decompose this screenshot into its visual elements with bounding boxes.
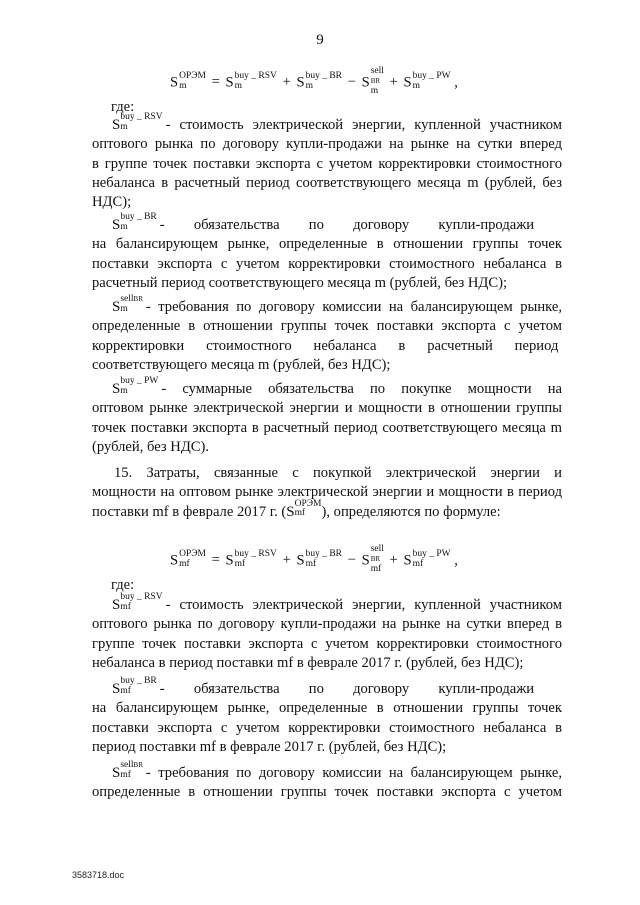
item-15-paragraph: 15. Затраты, связанные с покупкой электрической энергии и мощности на оптовом рынке электрической энергии и мощности в период поставки mf в феврале 2017 г. ( S ОРЭМ mf ), определяются по формуле:: [92, 465, 562, 520]
formula-1: S ОРЭМ m = S buy _ RSV m + S buy _ BR m − S sell BR m + S buy _ PW m ,: [170, 66, 458, 96]
where-label-1: где:: [111, 99, 135, 115]
where-label-2: где:: [111, 577, 135, 593]
definition-buy-br-m: S buy _ BR m - обязательства по договору купли-продажи на балансирующем рынке, определенные в отношении группы точек поставки экспорта с учетом корректировки стоимостного небаланса в расчетный период соответствующего месяца m (рублей, без НДС);: [92, 212, 562, 291]
definition-buy-rsv-mf: S buy _ RSV mf - стоимость электрической энергии, купленной участником оптового рынка по договору купли-продажи на рынке на сутки вперед в группе точек поставки экспорта с учетом корректировки стоимостного небаланса в период поставки mf в феврале 2017 г. (рублей, без НДС);: [92, 592, 562, 671]
definition-sell-br-mf: S sellBR mf - требования по договору комиссии на балансирующем рынке, определенные в отношении группы точек поставки экспорта с учетом: [92, 760, 562, 801]
definition-buy-pw-m: S buy _ PW m - суммарные обязательства по покупке мощности на оптовом рынке электрической энергии и мощности в отношении группы точек поставки экспорта в расчетный период соответствующего месяца m (рублей, без НДС).: [92, 376, 562, 455]
page-number: 9: [316, 32, 324, 48]
definition-buy-rsv-m: S buy _ RSV m - стоимость электрической энергии, купленной участником оптового рынка по договору купли-продажи на рынке на сутки вперед в группе точек поставки экспорта с учетом корректировки стоимостного небаланса в расчетный период соответствующего месяца m (рублей, без НДС);: [92, 112, 562, 211]
definition-sell-br-m: S sellBR m - требования по договору комиссии на балансирующем рынке, определенные в отношении группы точек поставки экспорта с учетом корректировки стоимостного небаланса в расчетный период соответствующего месяца m (рублей, без НДС);: [92, 294, 562, 373]
definition-buy-br-mf: S buy _ BR mf - обязательства по договору купли-продажи на балансирующем рынке, определенные в отношении группы точек поставки экспорта с учетом корректировки стоимостного небаланса в период поставки mf в феврале 2017 г. (рублей, без НДС);: [92, 676, 562, 755]
document-filename: 3583718.doc: [72, 870, 125, 880]
formula-2: S ОРЭМ mf = S buy _ RSV mf + S buy _ BR mf − S sell BR mf + S buy _ PW mf ,: [170, 544, 458, 574]
